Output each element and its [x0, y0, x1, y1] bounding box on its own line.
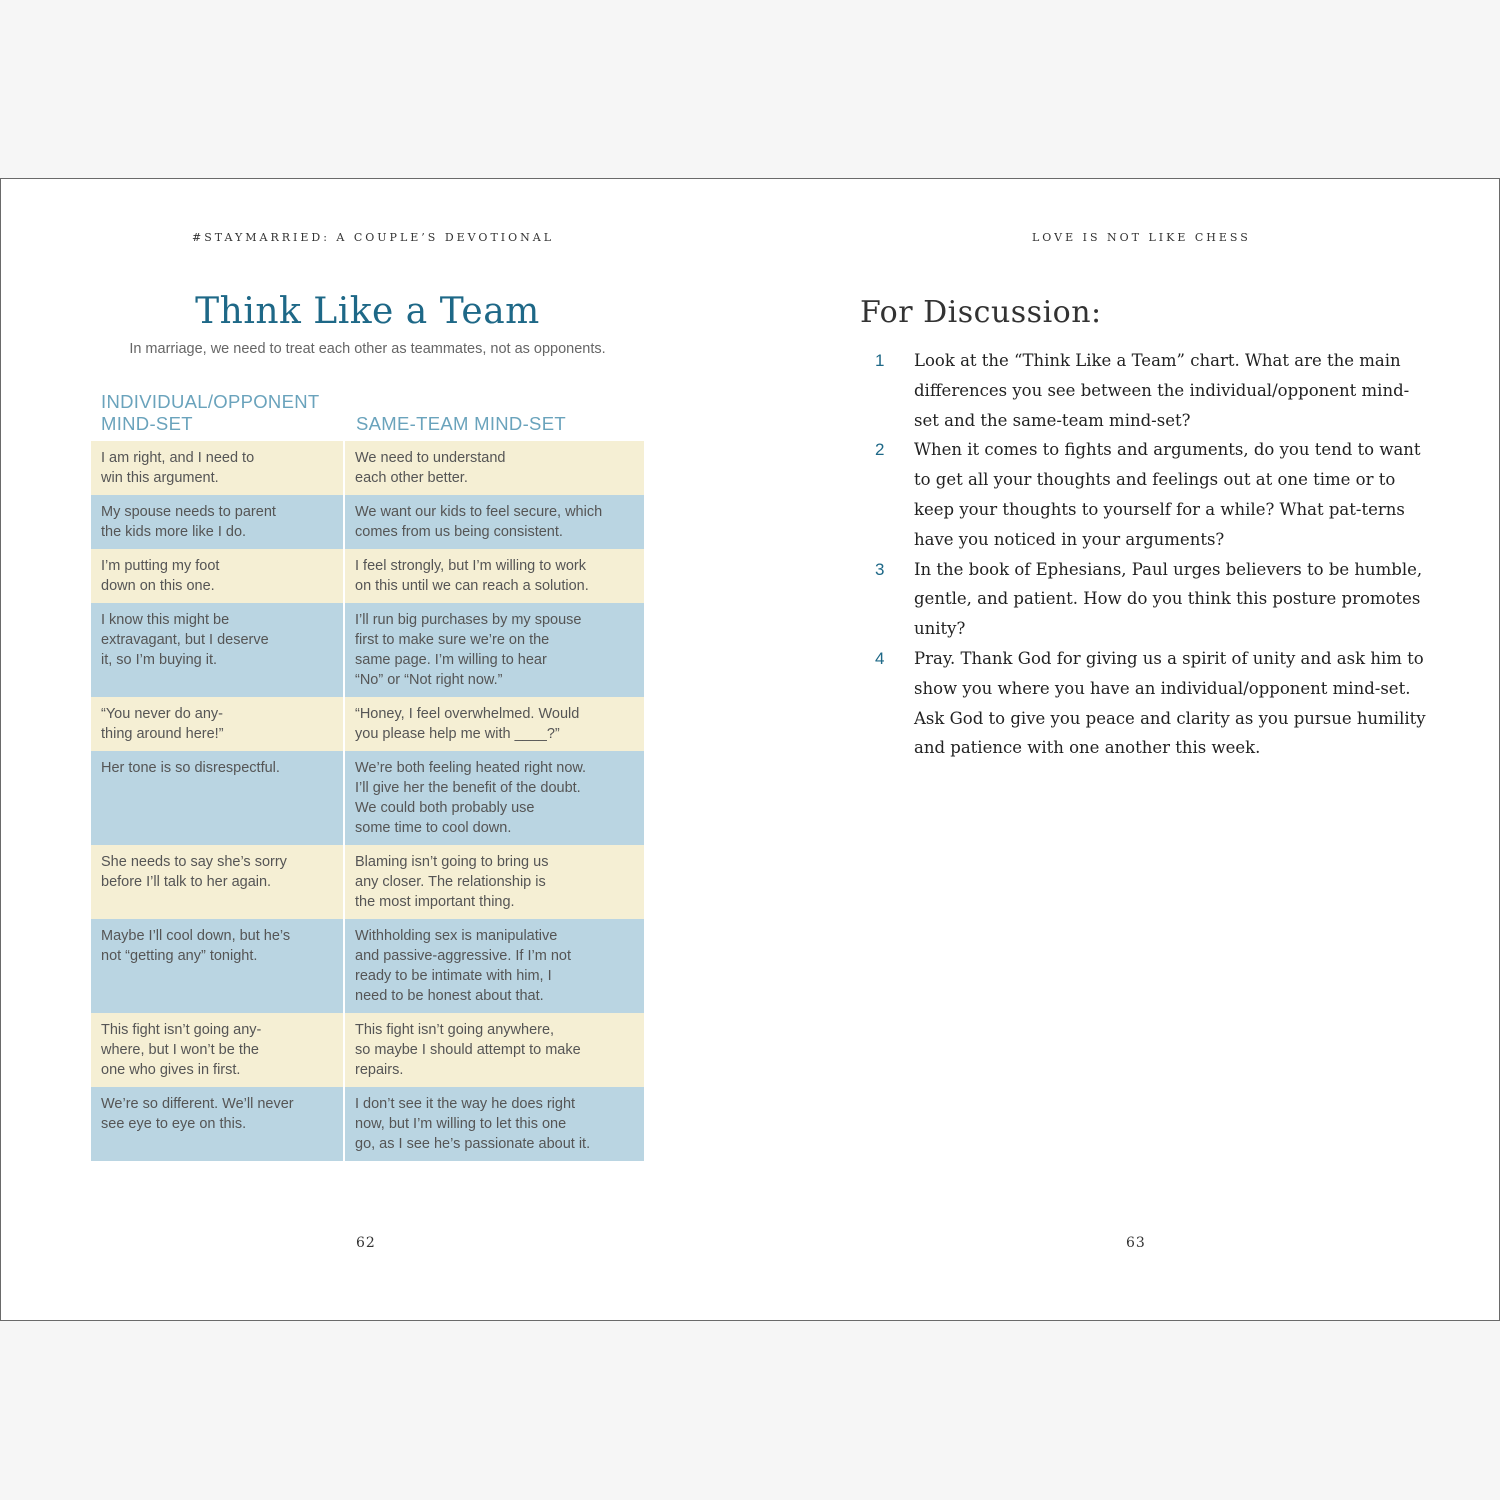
discussion-question [872, 555, 1432, 644]
table-row [91, 919, 644, 1013]
question-text: When it comes to fights and arguments, do you tend to want to get all your thoughts and feelings out at one time or to keep your thoughts to yourself for a while? What pat-terns have you noticed in your arguments? [914, 440, 1421, 549]
individual-mindset-cell: This fight isn’t going any- where, but I won’t be the one who gives in first. [91, 1013, 345, 1087]
question-text: In the book of Ephesians, Paul urges believers to be humble, gentle, and patient. How do you think this posture promotes unity? [914, 559, 1423, 639]
table-row [91, 697, 644, 751]
table-row [91, 495, 644, 549]
table-row [91, 549, 644, 603]
book-spread [0, 178, 1500, 1321]
question-number: 1 [875, 351, 885, 370]
same-team-mindset-cell: We need to understand each other better. [355, 450, 506, 486]
table-row [91, 751, 644, 845]
question-number: 4 [875, 648, 885, 668]
individual-mindset-cell: I’m putting my foot down on this one. [91, 549, 345, 603]
table-row [91, 1087, 644, 1161]
individual-mindset-cell: I know this might be extravagant, but I deserve it, so I’m buying it. [91, 603, 345, 697]
discussion-question [872, 644, 1432, 763]
individual-mindset-cell: My spouse needs to parent the kids more like I do. [91, 495, 345, 549]
page-number-left: 62 [356, 1235, 376, 1251]
individual-mindset-cell: Maybe I’ll cool down, but he’s not “getting any” tonight. [91, 919, 345, 1013]
same-team-mindset-cell: This fight isn’t going anywhere, so maybe I should attempt to make repairs. [355, 1022, 581, 1078]
individual-mindset-cell: I am right, and I need to win this argument. [91, 441, 345, 495]
question-text: Look at the “Think Like a Team” chart. What are the main differences you see between the individual/opponent mind-set and the same-team mind-set? [914, 351, 1410, 430]
question-number: 2 [875, 440, 885, 460]
same-team-mindset-cell: I feel strongly, but I’m willing to work on this until we can reach a solution. [355, 558, 589, 594]
chart-subtitle: In marriage, we need to treat each other as teammates, not as opponents. [129, 341, 606, 357]
running-head-left: #STAYMARRIED: A COUPLE’S DEVOTIONAL [192, 231, 555, 244]
same-team-mindset-cell: We want our kids to feel secure, which comes from us being consistent. [355, 504, 603, 540]
individual-mindset-cell: We’re so different. We’ll never see eye to eye on this. [91, 1087, 345, 1161]
discussion-question [872, 435, 1432, 554]
mindset-table [91, 441, 644, 1161]
same-team-mindset-cell: “Honey, I feel overwhelmed. Would you please help me with ____?” [355, 706, 580, 742]
table-row [91, 1013, 644, 1087]
column-header-individual: INDIVIDUAL/OPPONENT MIND-SET [101, 391, 320, 434]
table-row [91, 845, 644, 919]
table-row [91, 603, 644, 697]
same-team-mindset-cell: Withholding sex is manipulative and passive-aggressive. If I’m not ready to be intimate with him, I need to be honest about that. [355, 928, 571, 1004]
running-head-right: LOVE IS NOT LIKE CHESS [1032, 231, 1251, 244]
same-team-mindset-cell: We’re both feeling heated right now. I’ll give her the benefit of the doubt. We could both probably use some time to cool down. [355, 760, 587, 836]
question-number: 3 [875, 559, 885, 579]
discussion-question [872, 346, 1432, 435]
same-team-mindset-cell: I don’t see it the way he does right now, but I’m willing to let this one go, as I see he’s passionate about it. [355, 1096, 591, 1152]
individual-mindset-cell: She needs to say she’s sorry before I’ll talk to her again. [91, 845, 345, 919]
individual-mindset-cell: Her tone is so disrespectful. [91, 751, 345, 845]
same-team-mindset-cell: Blaming isn’t going to bring us any closer. The relationship is the most important thing. [355, 854, 549, 910]
chart-title: Think Like a Team [195, 291, 540, 332]
question-text: Pray. Thank God for giving us a spirit of unity and ask him to show you where you have an individual/opponent mind-set. Ask God to give you peace and clarity as you pursue humility and patience with one another this week. [914, 648, 1426, 758]
page-number-right: 63 [1126, 1235, 1146, 1251]
same-team-mindset-cell: I’ll run big purchases by my spouse first to make sure we’re on the same page. I’m willing to hear “No” or “Not right now.” [355, 612, 582, 688]
individual-mindset-cell: “You never do any- thing around here!” [91, 697, 345, 751]
table-row [91, 441, 644, 495]
discussion-questions [872, 346, 1432, 763]
column-header-same-team: SAME-TEAM MIND-SET [356, 413, 566, 434]
discussion-title: For Discussion: [860, 295, 1102, 330]
